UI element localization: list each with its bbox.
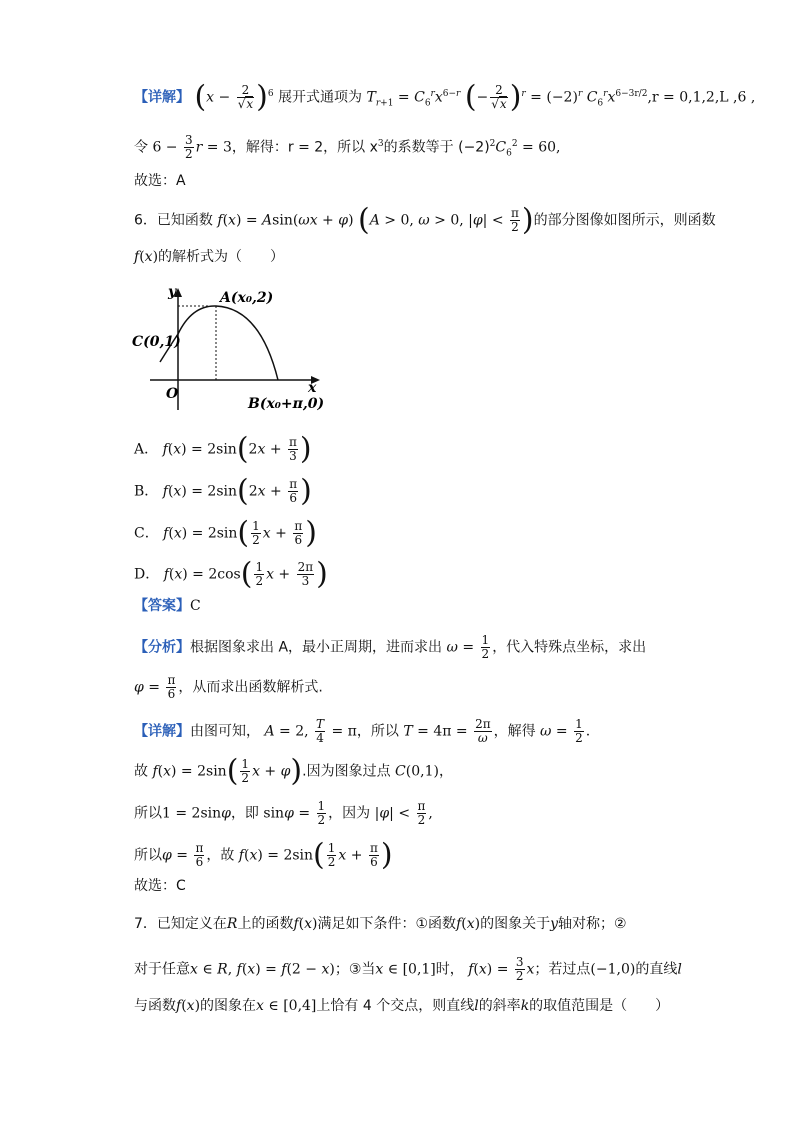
detail-binomial-line: 【详解】 (x − $\frac{2}{√x}$ )$^6$ 展开式通项为 $T_{r+1} = C_6^rx^{6-r}$ (− $\frac{2}{√x}$ )$^r = (-2)^r$ $C_6^rx^{6-3r/2},r = 0,1,2,L$ ,6 , bbox=[134, 79, 756, 115]
question-6-stem-2: f(x)的解析式为（ ） bbox=[134, 249, 285, 265]
suoyi-line-2: 所以φ = $\frac{\pi}{6}$ ，故 f(x) = 2sin( $\frac{1}{2}$ x + $\frac{\pi}{6}$ ) bbox=[134, 837, 393, 873]
option-b[interactable]: B． f(x) = 2sin(2x + $\frac{\pi}{6}$ ) bbox=[134, 473, 312, 509]
y-axis-label: y bbox=[168, 284, 177, 300]
detail-2-line: 【详解】由图可知， A = 2, $\frac{T}{4}$ = π，所以 T = 4π = $\frac{2\pi}{\omega}$ ，解得 ω = $\frac{1}{2}$ . bbox=[134, 717, 591, 745]
x-axis-label: x bbox=[308, 380, 317, 396]
option-a[interactable]: A． f(x) = 2sin(2x + $\frac{\pi}{3}$ ) bbox=[134, 431, 312, 467]
sine-curve bbox=[178, 306, 278, 380]
choose-a: 故选：A bbox=[134, 173, 186, 189]
question-6-stem: 6．已知函数 f(x) = Asin(ωx + φ) (A > 0, ω > 0, |φ| < $\frac{\pi}{2}$ )的部分图像如图所示，则函数 bbox=[134, 202, 716, 238]
sine-graph-figure bbox=[130, 280, 330, 415]
origin-label: O bbox=[166, 386, 179, 402]
question-7-line-1: 7．已知定义在R上的函数f(x)满足如下条件：①函数f(x)的图象关于y轴对称；② bbox=[134, 916, 627, 932]
option-c[interactable]: C． f(x) = 2sin( $\frac{1}{2}$ x + $\frac{\pi}{6}$ ) bbox=[134, 515, 317, 551]
analysis-line: 【分析】根据图象求出 A，最小正周期，进而求出 ω = $\frac{1}{2}$ ，代入特殊点坐标，求出 bbox=[134, 633, 647, 661]
question-7-line-2: 对于任意x ∈ R, f(x) = f(2 − x)；③当x ∈ [0,1]时， f(x) = $\frac{3}{2}$ x；若过点(−1,0)的直线l bbox=[134, 955, 682, 983]
choose-c: 故选：C bbox=[134, 878, 186, 894]
detail-tag: 【详解】 bbox=[134, 89, 190, 106]
point-c-label: C(0,1) bbox=[132, 334, 181, 350]
analysis-line-2: φ = $\frac{\pi}{6}$ ，从而求出函数解析式. bbox=[134, 673, 323, 701]
detail-tail: ,r = 0,1,2,L ,6 , bbox=[647, 89, 756, 106]
solve-r-line: 令 6 − $\frac{3}{2}$ r = 3，解得：r = 2，所以 $x^3$的系数等于 $(-2)^2C_6^2 = 60$, bbox=[134, 133, 561, 162]
answer-line: 【答案】C bbox=[134, 598, 201, 614]
option-d[interactable]: D． f(x) = 2cos( $\frac{1}{2}$ x + $\frac{2\pi}{3}$ ) bbox=[134, 556, 328, 592]
gu-line: 故 f(x) = 2sin( $\frac{1}{2}$ x + φ).因为图象过点 C(0,1)， bbox=[134, 753, 453, 789]
point-b-label: B(x₀+π,0) bbox=[248, 396, 325, 412]
answer-value: C bbox=[190, 598, 201, 614]
suoyi-line-1: 所以1 = 2sinφ，即 sinφ = $\frac{1}{2}$ ，因为 |φ| < $\frac{\pi}{2}$ , bbox=[134, 799, 433, 827]
question-7-line-3: 与函数f(x)的图象在x ∈ [0,4]上恰有 4 个交点，则直线l的斜率k的取值范围是（ ） bbox=[134, 998, 670, 1014]
point-a-label: A(x₀,2) bbox=[220, 290, 274, 306]
detail-text: 展开式通项为 bbox=[278, 89, 363, 106]
